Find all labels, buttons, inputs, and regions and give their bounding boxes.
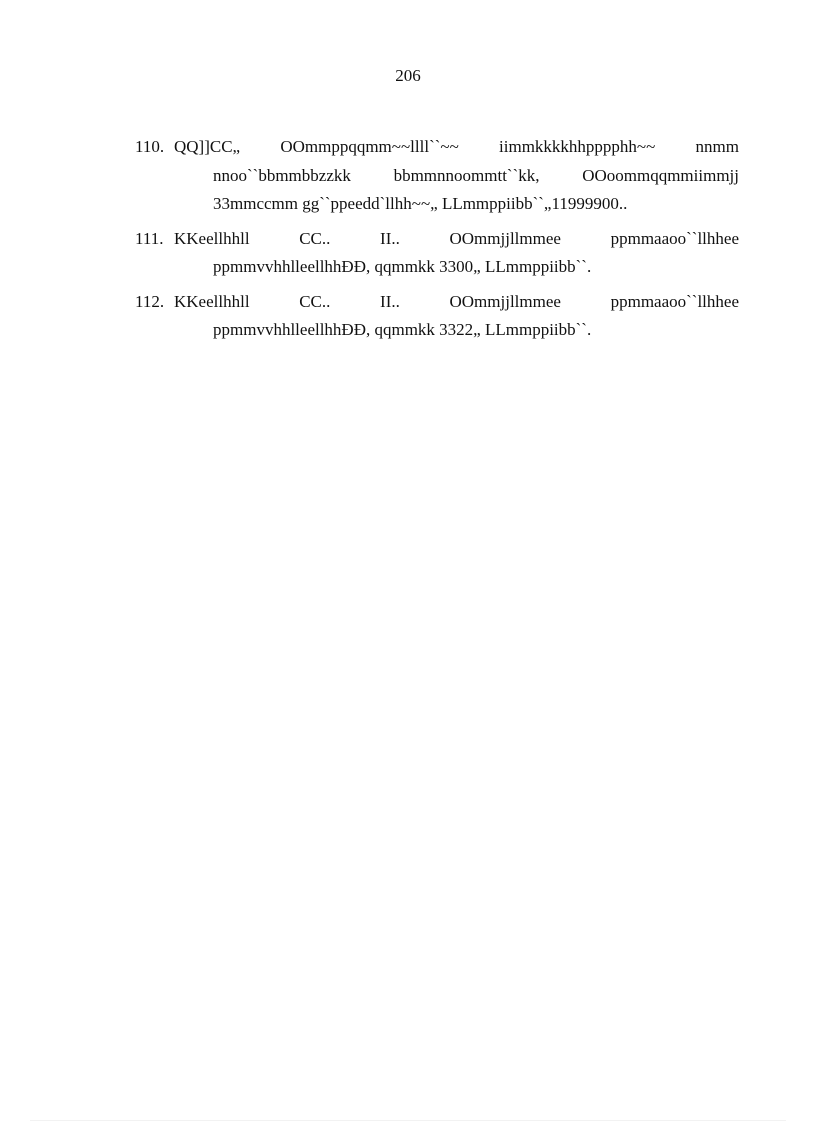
reference-line: KKeellhhll CC.. II.. OOmmjjllmmee ppmmaaoo``llhhee xyxy=(174,228,739,248)
reference-list xyxy=(135,133,739,351)
reference-item-110 xyxy=(135,133,739,219)
page-number: 206 xyxy=(395,66,421,85)
page-bottom-edge xyxy=(30,1120,786,1121)
reference-line: nnoo``bbmmbbzzkk bbmmnnoommtt``kk, OOoommqqmmiimmjj xyxy=(213,165,739,185)
reference-item-112 xyxy=(135,288,739,345)
reference-line: KKeellhhll CC.. II.. OOmmjjllmmee ppmmaaoo``llhhee xyxy=(174,291,739,311)
reference-item-111 xyxy=(135,225,739,282)
reference-line: ppmmvvhhlleellhhÐÐ, qqmmkk 3300„ LLmmppiibb``. xyxy=(213,257,592,276)
reference-line: QQ]]CC„ OOmmppqqmm~~llll``~~ iimmkkkkhhpppphh~~ nnmm xyxy=(174,137,739,156)
reference-number: 110. xyxy=(135,137,165,156)
reference-line: 33mmccmm gg``ppeedd`llhh~~„ LLmmppiibb``„11999900.. xyxy=(213,194,628,213)
reference-line: ppmmvvhhlleellhhÐÐ, qqmmkk 3322„ LLmmppiibb``. xyxy=(213,320,592,339)
reference-number: 111. xyxy=(135,228,164,248)
reference-number: 112. xyxy=(135,291,165,311)
